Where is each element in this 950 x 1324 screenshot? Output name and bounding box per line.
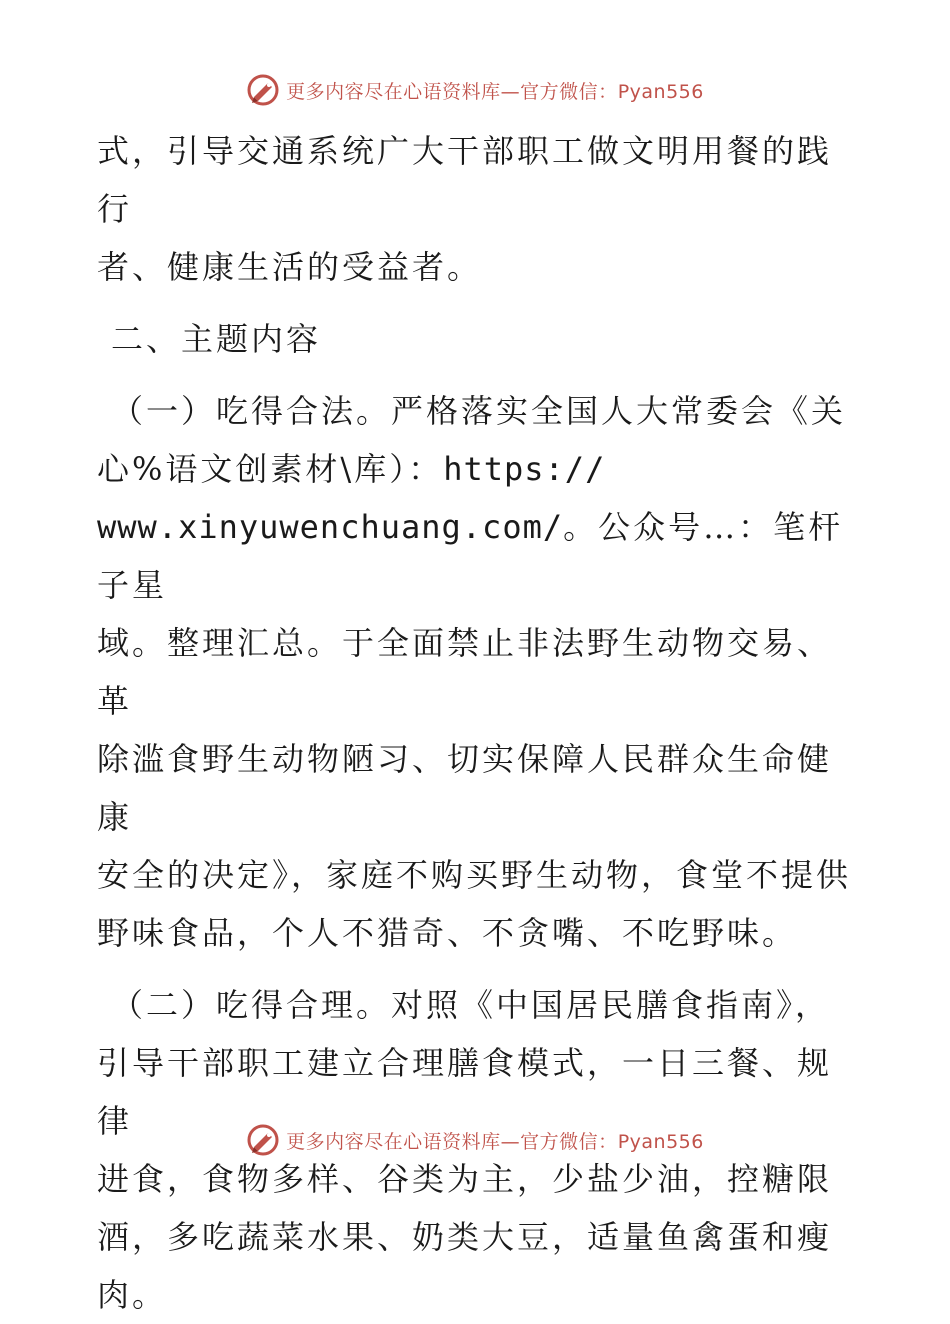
banner-wechat-id: Pyan556 [617,1130,704,1153]
paragraph-line: （一）吃得合法。严格落实全国人大常委会《关 [111,392,847,430]
banner-wechat-id: Pyan556 [617,80,704,103]
banner-title: 更多内容尽在心语资料库— [286,80,521,103]
paragraph-line: 野味食品，个人不猎奇、不贪嘴、不吃野味。 [97,914,798,952]
paragraph-line [97,440,857,498]
paragraph-line [97,498,857,614]
footer-banner [0,1120,950,1160]
paragraph-line: 肉。 [97,1276,168,1314]
paragraph-line: 除滥食野生动物陋习、切实保障人民群众生命健康 [97,740,833,836]
banner-title: 更多内容尽在心语资料库— [286,1130,521,1153]
paragraph-line: 者、健康生活的受益者。 [97,248,483,286]
text-segment: 。公众号…：笔杆子星 [97,508,844,604]
paragraph-line: 引导干部职工建立合理膳食模式，一日三餐、规律 [97,1044,833,1140]
pen-logo-icon [246,1123,280,1157]
banner-label: 官方微信： [520,80,618,103]
pen-logo-icon [246,73,280,107]
section-heading: 二、主题内容 [111,320,322,358]
text-segment: 心%语文创素材\库）： [97,450,444,488]
header-banner [0,70,950,110]
paragraph-line: 酒，多吃蔬菜水果、奶类大豆，适量鱼禽蛋和瘦 [97,1218,833,1256]
paragraph-line: （二）吃得合理。对照《中国居民膳食指南》， [111,986,831,1024]
paragraph-line: 域。整理汇总。于全面禁止非法野生动物交易、革 [97,624,833,720]
paragraph-line: 式，引导交通系统广大干部职工做文明用餐的践行 [97,132,833,228]
banner-text [286,77,704,104]
url-fragment: https:// [443,450,606,488]
banner-label: 官方微信： [520,1130,618,1153]
paragraph-line: 进食，食物多样、谷类为主，少盐少油，控糖限 [97,1160,833,1198]
url-text: www.xinyuwenchuang.com/ [97,508,564,546]
paragraph-line: 安全的决定》，家庭不购买野生动物，食堂不提供 [97,856,852,894]
banner-text [286,1127,704,1154]
